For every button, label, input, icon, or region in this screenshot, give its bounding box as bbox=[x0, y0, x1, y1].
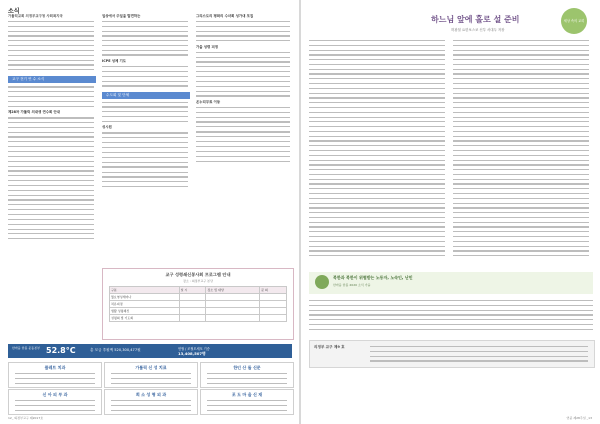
ad-card bbox=[8, 389, 102, 415]
right-page bbox=[301, 0, 600, 424]
col1-text-block-3 bbox=[8, 86, 94, 106]
stats-bar bbox=[8, 344, 292, 358]
program-cell: 생활 성령쇄신 bbox=[110, 308, 180, 315]
stats-left-label: 한마음 한몸 운동본부 bbox=[12, 346, 40, 350]
article-title: 하느님 앞에 홀로 설 준비 bbox=[431, 15, 520, 24]
col3-heading: 그리스도의 평화의 수녀회 성가대 모집 bbox=[196, 14, 254, 18]
col3-block4-heading: 온누리무료 이동 bbox=[196, 100, 221, 105]
col2-text-block-5 bbox=[102, 152, 188, 168]
program-col-header: 장소 및 대상 bbox=[206, 287, 260, 294]
program-title: 교구 성령쇄신봉사회 프로그램 안내 bbox=[165, 272, 231, 277]
ad-title: 신 아 피 부 과 bbox=[42, 392, 68, 397]
ads-grid bbox=[8, 362, 292, 414]
ad-card bbox=[104, 362, 198, 388]
notice-text bbox=[309, 300, 593, 333]
column-3 bbox=[196, 14, 292, 165]
program-col-header: 문 의 bbox=[260, 287, 287, 294]
right-page-footer: 연중 제28주일 _13 bbox=[566, 416, 592, 420]
col3-text-block-3 bbox=[196, 81, 290, 97]
col2-heading: 일상에서 주일을 발견하는 bbox=[102, 14, 141, 18]
left-page bbox=[0, 0, 299, 424]
article-column-a bbox=[309, 40, 445, 260]
program-cell: 월요영성세미나 bbox=[110, 294, 180, 301]
ad-card bbox=[8, 362, 102, 388]
notice-subtitle: 한마음 한몸 2020 소식 가을 bbox=[333, 283, 371, 287]
ad-title: 희 소 성 형 외 과 bbox=[135, 392, 167, 397]
table-row bbox=[110, 308, 287, 315]
notice-icon bbox=[315, 275, 329, 289]
column-2 bbox=[102, 14, 190, 191]
ad-title: 한인 산 돌 신문 bbox=[233, 365, 261, 370]
program-cell: 치유피정 bbox=[110, 301, 180, 308]
footer-box bbox=[309, 340, 595, 368]
program-table bbox=[109, 286, 287, 322]
column-1 bbox=[8, 14, 96, 243]
section-title: 소식 bbox=[8, 8, 20, 15]
table-row bbox=[110, 301, 287, 308]
col1-heading: 가톨릭교회 의정부교구청 사회복지국 bbox=[8, 14, 63, 18]
left-page-footer: 12_ 의정부교구 제2017호 bbox=[8, 416, 44, 420]
col3-text-block-2 bbox=[196, 52, 290, 77]
col3-text-block-4 bbox=[196, 107, 290, 127]
col3-text-block-5 bbox=[196, 131, 290, 147]
col3-text-block-6 bbox=[196, 151, 290, 162]
article-column-b bbox=[453, 40, 589, 260]
org-banner: 수도회 및 단체 bbox=[102, 92, 190, 99]
program-box bbox=[102, 268, 294, 340]
ad-card bbox=[200, 389, 294, 415]
col2-sub-heading: ICPE 성체 기도 bbox=[102, 59, 127, 64]
ad-card bbox=[104, 389, 198, 415]
ad-title: 플레트 치과 bbox=[44, 365, 66, 370]
notice-title: 북한과 북한이 위협받는 노동자, 노숙인, 난민 bbox=[333, 275, 413, 280]
col1-text-block-4 bbox=[8, 117, 94, 152]
event-title: 제28차 가톨릭 의대생 연수회 안내 bbox=[8, 110, 61, 115]
article-author: 허광철 요한보스코 신부 서대두 저장 bbox=[451, 28, 505, 32]
program-col-header: 구분 bbox=[110, 287, 180, 294]
col2-block2-heading: 성시원 bbox=[102, 125, 112, 130]
program-cell: 성령의 빛 기도회 bbox=[110, 315, 180, 322]
stats-right-label: 헌혈 / 조혈모세포 기증 bbox=[178, 347, 210, 351]
stats-right-figure: 13,408,507명 bbox=[178, 351, 206, 356]
table-row bbox=[110, 294, 287, 301]
col3-block2-heading: 가을 성령 피정 bbox=[196, 44, 219, 49]
col1-text-block-2 bbox=[8, 55, 94, 71]
ad-title: 가톨릭 신 성 치료 bbox=[135, 365, 167, 370]
col2-text-block-4 bbox=[102, 132, 188, 148]
footer-box-title: 의정부 교구 제9 호 bbox=[314, 345, 345, 349]
col1-text-block bbox=[8, 21, 94, 51]
col2-text-block-3 bbox=[102, 102, 188, 122]
ad-title: 포 도 마 을 신 재 bbox=[231, 392, 263, 397]
col2-text-block-6 bbox=[102, 172, 188, 188]
stats-figure: 52.8°C bbox=[46, 346, 76, 355]
program-subtitle: 장소 : 의정부교구 본당 bbox=[183, 279, 213, 283]
ad-card bbox=[200, 362, 294, 388]
col3-text-block bbox=[196, 21, 290, 41]
notice-banner bbox=[309, 272, 593, 294]
edu-banner: 교구 전기 연 수 소식 bbox=[8, 76, 96, 83]
program-col-header: 일 시 bbox=[179, 287, 206, 294]
section-badge: 세상 속의 교회 bbox=[561, 8, 587, 34]
col2-text-block bbox=[102, 21, 188, 56]
stats-pledge: 총 모금 후원액 520,300,477원 bbox=[90, 348, 141, 352]
col1-text-block-5 bbox=[8, 156, 94, 186]
col1-text-block-6 bbox=[8, 190, 94, 210]
table-row bbox=[110, 315, 287, 322]
col2-text-block-2 bbox=[102, 66, 188, 86]
col1-text-block-7 bbox=[8, 214, 94, 239]
